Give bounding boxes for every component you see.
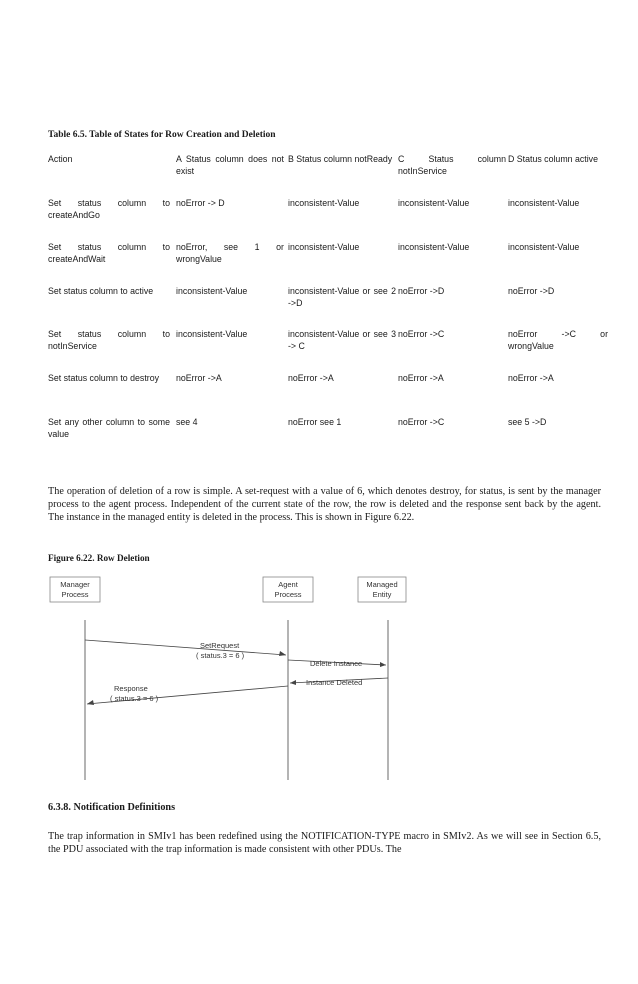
table-cell: inconsistent-Value: [288, 198, 360, 208]
row-deletion-diagram: [48, 570, 408, 785]
delete-instance-label: Delete Instance: [310, 659, 363, 668]
setrequest-label-2: ( status.3 = 6 ): [196, 651, 245, 660]
response-label-1: Response: [114, 684, 148, 693]
table-cell: noError -> D: [176, 198, 225, 208]
manager-label-1: Manager: [60, 580, 90, 589]
table-cell: Set status column to notInService: [48, 329, 170, 351]
table-cell: noError ->A: [508, 373, 554, 383]
table-cell: see 4: [176, 417, 198, 427]
header-state-b: B Status column notReady: [288, 154, 393, 164]
manager-label-2: Process: [61, 590, 89, 599]
table-cell: inconsistent-Value: [176, 329, 248, 339]
header-state-d: D Status column active: [508, 154, 598, 164]
entity-label-1: Managed: [366, 580, 398, 589]
table-cell: noError ->D: [398, 286, 445, 296]
table-cell: inconsistent-Value: [398, 242, 470, 252]
table-cell: Set status column to destroy: [48, 373, 159, 383]
table-cell: Set status column to createAndGo: [48, 198, 170, 220]
entity-label-2: Entity: [372, 590, 392, 599]
response-label-2: ( status.3 = 6 ): [110, 694, 159, 703]
agent-label-1: Agent: [278, 580, 298, 589]
setrequest-label-1: SetRequest: [200, 641, 240, 650]
table-cell: see 5 ->D: [508, 417, 547, 427]
table-cell: inconsistent-Value or see 3 -> C: [288, 329, 396, 351]
instance-deleted-arrowhead: [290, 680, 296, 685]
table-cell: noError ->A: [176, 373, 222, 383]
table-cell: noError see 1: [288, 417, 342, 427]
table-cell: noError, see 1 or wrongValue: [176, 242, 284, 264]
table-cell: inconsistent-Value: [176, 286, 248, 296]
header-state-c: C Status column notInService: [398, 154, 506, 176]
table-cell: noError ->C: [398, 417, 445, 427]
table-cell: noError ->A: [398, 373, 444, 383]
table-cell: inconsistent-Value or see 2 ->D: [288, 286, 396, 308]
table-cell: Set status column to active: [48, 286, 154, 296]
delete-instance-arrowhead: [380, 662, 386, 667]
table-cell: noError ->A: [288, 373, 334, 383]
table-cell: inconsistent-Value: [508, 198, 580, 208]
instance-deleted-label: Instance Deleted: [306, 678, 363, 687]
table-cell: noError ->D: [508, 286, 555, 296]
table-cell: inconsistent-Value: [508, 242, 580, 252]
table-caption: Table 6.5. Table of States for Row Creation and Deletion: [48, 130, 276, 140]
table-cell: inconsistent-Value: [398, 198, 470, 208]
header-action: Action: [48, 154, 73, 164]
table-cell: inconsistent-Value: [288, 242, 360, 252]
agent-label-2: Process: [274, 590, 302, 599]
section-heading: 6.3.8. Notification Definitions: [48, 802, 176, 813]
body-paragraph: The operation of deletion of a row is simple. A set-request with a value of 6, which denotes destroy, for status, is sent by the manager process to the agent process. Independent of the current state of the row, the row is deleted and the response sent back by the agent. The instance in the managed entity is deleted in the process. This is shown in Figure 6.22.: [48, 486, 601, 523]
figure-caption: Figure 6.22. Row Deletion: [48, 553, 150, 563]
table-cell: noError ->C or wrongValue: [508, 329, 608, 351]
header-state-a: A Status column does not exist: [176, 154, 284, 176]
table-cell: Set status column to createAndWait: [48, 242, 170, 264]
table-cell: noError ->C: [398, 329, 445, 339]
setrequest-arrow: [85, 640, 286, 655]
body-paragraph: The trap information in SMIv1 has been redefined using the NOTIFICATION-TYPE macro in SMIv2. As we will see in Section 6.5, the PDU associated with the trap information is made consistent with other PDUs. The: [48, 831, 601, 855]
table-cell: Set any other column to some value: [48, 417, 170, 439]
